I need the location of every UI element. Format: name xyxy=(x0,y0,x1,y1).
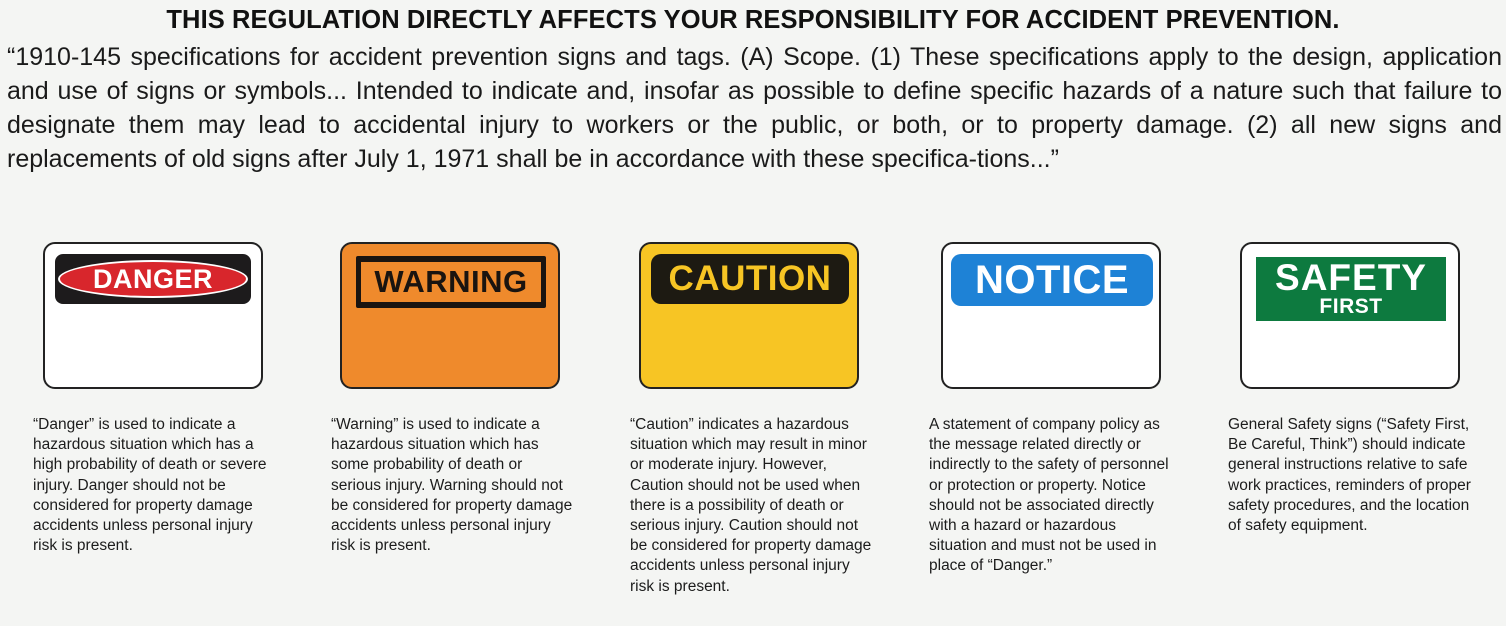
caution-sign-label: CAUTION xyxy=(651,254,849,304)
regulation-quote: “1910-145 specifications for accident prevention signs and tags. (A) Scope. (1) These specifications apply to the design, application and use of signs or symbols... Intended to indicate and, insofar as possible to define specific hazards of a nature such that failure to designate them may lead to accidental injury to workers or the public, or both, or to property damage. (2) all new signs and replacements of old signs after July 1, 1971 shall be in accordance with these specifica-tions...” xyxy=(7,43,1502,173)
warning-sign-label: WARNING xyxy=(361,262,541,302)
warning-sign xyxy=(340,242,560,389)
warning-description: “Warning” is used to indicate a hazardous situation which has some probability of death or serious injury. Warning should not be considered for property damage accidents unless personal injury risk is present. xyxy=(331,416,573,555)
safety-first-description: General Safety signs (“Safety First, Be Careful, Think”) should indicate general instructions relative to safe work practices, reminders of proper safety procedures, and the location of safety equipment. xyxy=(1228,416,1471,535)
danger-description: “Danger” is used to indicate a hazardous situation which has a high probability of death or severe injury. Danger should not be considered for property damage accidents unless personal injury risk is present. xyxy=(33,416,267,555)
caution-description: “Caution” indicates a hazardous situation which may result in minor or moderate injury. However, Caution should not be used when there is a possibility of death or serious injury. Caution should not be considered for property damage accidents unless personal injury risk is present. xyxy=(630,416,872,595)
danger-sign-label: DANGER xyxy=(58,260,248,298)
safety-first-sign-header xyxy=(1256,257,1446,321)
warning-sign-header xyxy=(356,256,546,308)
headline: THIS REGULATION DIRECTLY AFFECTS YOUR RESPONSIBILITY FOR ACCIDENT PREVENTION. xyxy=(166,6,1340,34)
caution-sign xyxy=(639,242,859,389)
safety-first-sign xyxy=(1240,242,1460,389)
safety-sign-label-bottom: FIRST xyxy=(1319,295,1383,318)
danger-sign-header xyxy=(55,254,251,304)
safety-sign-label-top: SAFETY xyxy=(1275,257,1427,298)
notice-sign xyxy=(941,242,1161,389)
danger-sign xyxy=(43,242,263,389)
notice-sign-label: NOTICE xyxy=(951,254,1153,306)
notice-description: A statement of company policy as the message related directly or indirectly to the safety of personnel or protection or property. Notice should not be associated directly with a hazard or hazardous situation and must not be used in place of “Danger.” xyxy=(929,416,1169,575)
